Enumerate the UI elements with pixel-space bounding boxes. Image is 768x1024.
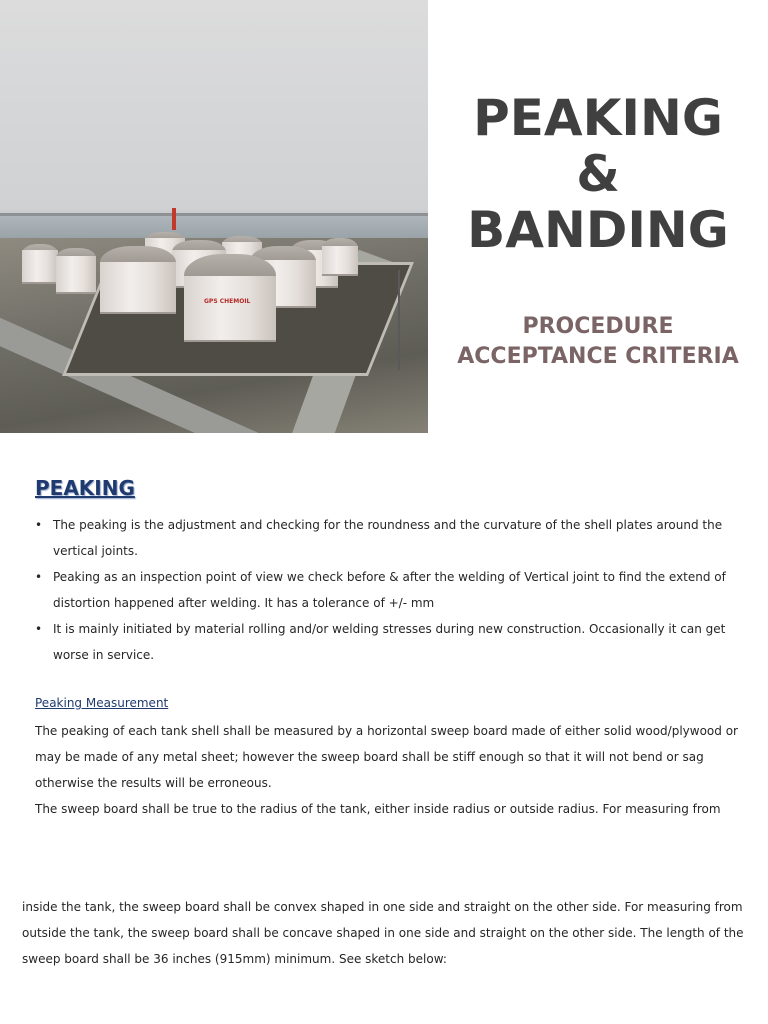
- list-item: [35, 616, 745, 668]
- paragraph: The peaking of each tank shell shall be measured by a horizontal sweep board made of either solid wood/plywood or may be made of any metal sheet; however the sweep board shall be stiff enough so that it will not bend or sag otherwise the results will be erroneous.: [35, 724, 738, 790]
- storage-tank-front: [184, 254, 276, 342]
- cover-subtitle: [428, 312, 768, 372]
- subheading-peaking-measurement: Peaking Measurement: [35, 696, 169, 710]
- subtitle-line: PROCEDURE: [522, 314, 674, 339]
- storage-tank: [22, 244, 58, 284]
- storage-tank: [100, 246, 176, 314]
- bullet-icon: •: [35, 518, 43, 532]
- storage-tank: [56, 248, 96, 294]
- bullet-icon: •: [35, 622, 43, 636]
- title-line: PEAKING: [473, 89, 723, 147]
- subtitle-line: ACCEPTANCE CRITERIA: [457, 344, 739, 369]
- cover-title: [428, 90, 768, 258]
- hero-photo-tank-farm: [0, 0, 428, 433]
- sea: [0, 216, 428, 238]
- paragraph: The sweep board shall be true to the radius of the tank, either inside radius or outside radius. For measuring from: [35, 802, 721, 816]
- paragraph: inside the tank, the sweep board shall be convex shaped in one side and straight on the other side. For measuring from outside the tank, the sweep board shall be concave shaped in one side and straight on the other side. The length of the sweep board shall be 36 inches (915mm) minimum. See sketch below:: [22, 900, 744, 966]
- bullet-text: The peaking is the adjustment and checking for the roundness and the curvature of the shell plates around the vertical joints.: [53, 518, 723, 558]
- section-heading: PEAKING: [35, 476, 135, 500]
- title-line: BANDING: [467, 201, 729, 259]
- bullet-text: It is mainly initiated by material rolling and/or welding stresses during new construction. Occasionally it can get worse in service.: [53, 622, 726, 662]
- bullet-text: Peaking as an inspection point of view we check before & after the welding of Vertical joint to find the extend of distortion happened after welding. It has a tolerance of +/- mm: [53, 570, 726, 610]
- list-item: [35, 564, 745, 616]
- light-pole: [398, 270, 400, 370]
- list-item: [35, 512, 745, 564]
- title-line: &: [576, 145, 620, 203]
- crane: [172, 208, 176, 230]
- bullet-list: [35, 512, 745, 668]
- tank-logo-text: GPS CHEMOIL: [204, 298, 251, 305]
- bullet-icon: •: [35, 570, 43, 584]
- storage-tank: [322, 238, 358, 276]
